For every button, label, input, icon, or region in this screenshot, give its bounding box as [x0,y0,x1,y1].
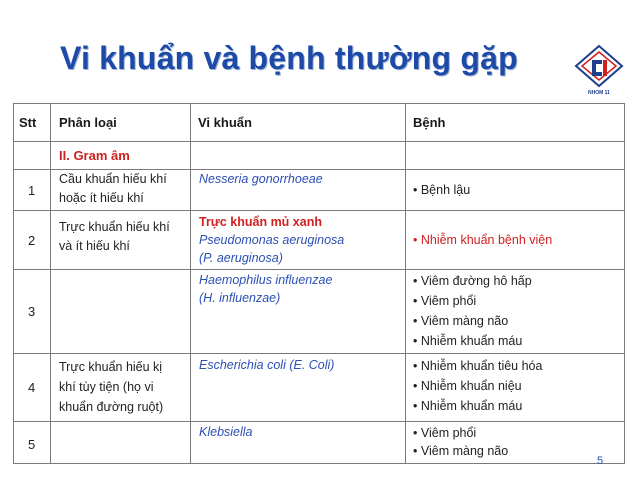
header-bacteria: Vi khuẩn [198,115,252,130]
row-3-bacteria-line-2: (H. influenzae) [199,291,281,305]
row-3-disease-4: • Nhiễm khuẩn máu [413,334,523,348]
header-disease: Bệnh [413,115,446,130]
row-4-disease-3: • Nhiễm khuẩn máu [413,399,523,413]
row-2-bacteria-common-name: Trực khuẩn mủ xanh [199,215,322,229]
row-4-classification-line-1: Trực khuẩn hiếu kị [59,360,163,374]
row-3-stt: 3 [28,304,36,319]
row-1-stt: 1 [28,183,36,198]
header-classification: Phân loại [59,115,117,130]
logo [572,44,626,96]
page-number: 5 [597,455,604,467]
row-4-disease-1: • Nhiễm khuẩn tiêu hóa [413,359,543,373]
row-3-disease-1: • Viêm đường hô hấp [413,274,532,288]
row-5-disease-1: • Viêm phổi [413,426,477,440]
row-2-classification-line-2: và ít hiếu khí [59,239,130,253]
row-2-classification-line-1: Trực khuẩn hiếu khí [59,220,170,234]
header-stt: Stt [19,115,37,130]
logo-emblem-icon [572,44,626,88]
row-4-classification-line-3: khuẩn đường ruột) [59,400,164,414]
row-4-bacteria: Escherichia coli (E. Coli) [199,358,335,372]
row-1-disease: • Bệnh lậu [413,183,471,197]
bacteria-table [13,103,625,464]
row-4-disease-2: • Nhiễm khuẩn niệu [413,379,522,393]
row-4-classification-line-2: khí tùy tiện (họ vi [59,380,154,394]
section-gram-negative: II. Gram âm [59,148,130,163]
row-2-bacteria-line-1: Pseudomonas aeruginosa [199,233,345,247]
row-2-stt: 2 [28,233,36,248]
slide-title: Vi khuẩn và bệnh thường gặp [60,40,518,76]
row-2-disease: • Nhiễm khuẩn bệnh viện [413,233,553,247]
row-3-disease-2: • Viêm phổi [413,294,477,308]
row-3-disease-3: • Viêm màng não [413,314,509,328]
row-2-bacteria-line-2: (P. aeruginosa) [199,251,283,265]
row-1-classification-line-2: hoặc ít hiếu khí [59,191,144,205]
row-3-bacteria-line-1: Haemophilus influenzae [199,273,333,287]
row-5-bacteria: Klebsiella [199,425,253,439]
row-5-disease-2: • Viêm màng não [413,444,509,458]
row-4-stt: 4 [28,380,36,395]
row-1-classification-line-1: Cầu khuẩn hiếu khí [59,172,167,186]
row-5-stt: 5 [28,437,36,452]
row-1-bacteria: Nesseria gonorrhoeae [199,172,323,186]
logo-text: NHOM 11 [588,90,610,96]
